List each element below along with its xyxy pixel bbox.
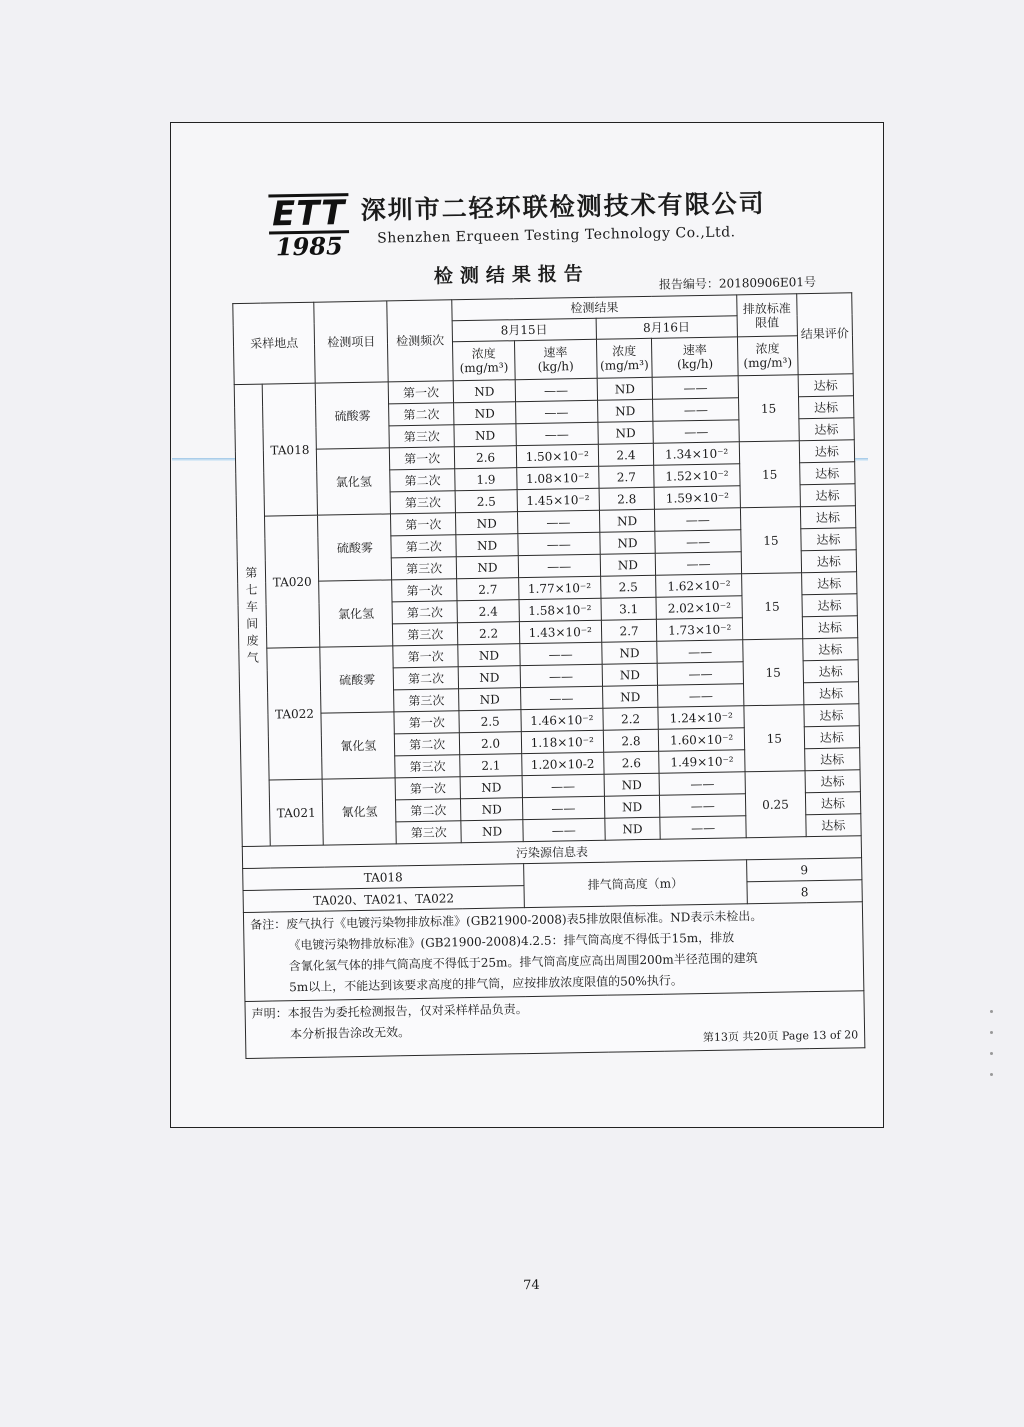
rate-day2-cell: 2.02×10⁻² — [656, 596, 742, 619]
conc-day1-cell: ND — [454, 402, 516, 425]
test-item: 氰化氢 — [323, 778, 397, 845]
rate-day2-cell: —— — [655, 508, 741, 531]
conc-day2-cell: 2.7 — [601, 619, 657, 642]
rate-day2-cell: —— — [655, 530, 741, 553]
evaluation-cell: 达标 — [798, 396, 854, 419]
rate-day2-cell: —— — [658, 684, 744, 707]
evaluation-cell: 达标 — [801, 572, 857, 595]
rate-day1-cell: —— — [518, 532, 600, 555]
conc-day1-cell: 2.0 — [459, 732, 521, 755]
frequency-cell: 第二次 — [389, 403, 454, 426]
test-item: 硫酸雾 — [316, 382, 390, 449]
header-rate-2: 速率 (kg/h) — [652, 337, 738, 377]
rate-day2-cell: —— — [653, 376, 739, 399]
evaluation-cell: 达标 — [802, 616, 858, 639]
conc-day2-cell: 2.7 — [598, 465, 654, 488]
evaluation-cell: 达标 — [806, 814, 862, 837]
limit-cell: 15 — [743, 639, 804, 706]
rate-day1-cell: 1.77×10⁻² — [519, 576, 601, 599]
statement — [245, 991, 865, 1059]
evaluation-cell: 达标 — [799, 418, 855, 441]
rate-day1-cell: —— — [522, 796, 604, 819]
evaluation-cell: 达标 — [804, 726, 860, 749]
frequency-cell: 第二次 — [392, 601, 457, 624]
rate-day1-cell: —— — [520, 664, 602, 687]
limit-cell: 15 — [739, 441, 800, 508]
company-name-en: Shenzhen Erqueen Testing Technology Co.,Ltd. — [377, 224, 736, 247]
header-date-2: 8月16日 — [596, 316, 738, 339]
rate-day1-cell: —— — [518, 554, 600, 577]
report-page — [200, 164, 866, 1294]
conc-day1-cell: 2.4 — [457, 600, 519, 623]
conc-day2-cell: ND — [604, 817, 660, 840]
rate-day2-cell: 1.73×10⁻² — [657, 618, 743, 641]
conc-day2-cell: ND — [599, 509, 655, 532]
rate-day1-cell: —— — [522, 774, 604, 797]
rate-day1-cell: —— — [517, 510, 599, 533]
test-item: 氯化氢 — [317, 448, 391, 515]
conc-day2-cell: ND — [602, 685, 658, 708]
conc-day2-cell: ND — [597, 377, 653, 400]
conc-day2-cell: ND — [597, 399, 653, 422]
conc-day1-cell: ND — [453, 380, 515, 403]
evaluation-cell: 达标 — [804, 704, 860, 727]
rate-day2-cell: —— — [659, 772, 745, 795]
statement-line-1: 声明：本报告为委托检测报告，仅对采样样品负责。 — [251, 1002, 528, 1021]
rate-day2-cell: —— — [657, 640, 743, 663]
conc-day2-cell: 2.2 — [602, 707, 658, 730]
conc-day2-cell: 2.4 — [598, 443, 654, 466]
report-number: 报告编号：20180906E01号 — [658, 274, 817, 292]
rate-day2-cell: 1.49×10⁻² — [659, 750, 745, 773]
results-table — [232, 292, 865, 1059]
rate-day2-cell: 1.60×10⁻² — [659, 728, 745, 751]
conc-day2-cell: 2.8 — [599, 487, 655, 510]
conc-day2-cell: 2.5 — [600, 575, 656, 598]
rate-day2-cell: 1.34×10⁻² — [654, 442, 740, 465]
header-location: 采样地点 — [233, 302, 316, 384]
limit-cell: 15 — [744, 705, 805, 772]
page-number: 74 — [523, 1277, 540, 1294]
rate-day1-cell: 1.43×10⁻² — [519, 620, 601, 643]
rate-day1-cell: 1.08×10⁻² — [517, 466, 599, 489]
header-results: 检测结果 — [452, 295, 737, 321]
company-logo — [268, 193, 349, 260]
rate-day1-cell: 1.58×10⁻² — [519, 598, 601, 621]
evaluation-cell: 达标 — [805, 792, 861, 815]
frequency-cell: 第一次 — [391, 513, 456, 536]
evaluation-cell: 达标 — [799, 462, 855, 485]
rate-day1-cell: 1.20×10-2 — [522, 752, 604, 775]
company-name-cn: 深圳市二轻环联检测技术有限公司 — [360, 188, 766, 225]
sampling-point: TA018 — [262, 383, 318, 516]
rate-day1-cell: —— — [515, 378, 597, 401]
rate-day1-cell: 1.50×10⁻² — [516, 444, 598, 467]
rate-day2-cell: —— — [660, 816, 746, 839]
conc-day1-cell: ND — [458, 644, 520, 667]
header-item: 检测项目 — [314, 301, 388, 383]
remark-line-3: 含氰化氢气体的排气筒高度不得低于25m。排气筒高度应高出周围200m半径范围的建筑 — [288, 951, 758, 974]
sampling-point: TA020 — [264, 515, 320, 648]
frequency-cell: 第三次 — [389, 425, 454, 448]
frequency-cell: 第二次 — [395, 733, 460, 756]
header-conc-1: 浓度 (mg/m³) — [453, 341, 515, 381]
frequency-cell: 第三次 — [395, 755, 460, 778]
header-limit-conc: 浓度(mg/m³) — [737, 336, 797, 376]
evaluation-cell: 达标 — [801, 550, 857, 573]
rate-day2-cell: —— — [660, 794, 746, 817]
evaluation-cell: 达标 — [800, 484, 856, 507]
frequency-cell: 第一次 — [394, 711, 459, 734]
evaluation-cell: 达标 — [798, 374, 854, 397]
conc-day1-cell: 2.1 — [460, 754, 522, 777]
stack-height-label: 排气筒高度（m） — [524, 860, 748, 908]
test-item: 氰化氢 — [321, 712, 395, 779]
page-indicator: 第13页 共20页 Page 13 of 20 — [702, 1028, 859, 1045]
frequency-cell: 第一次 — [388, 381, 453, 404]
evaluation-cell: 达标 — [802, 594, 858, 617]
frequency-cell: 第二次 — [396, 799, 461, 822]
evaluation-cell: 达标 — [800, 506, 856, 529]
conc-day2-cell: ND — [601, 641, 657, 664]
frequency-cell: 第一次 — [393, 645, 458, 668]
stack-height-2: 8 — [747, 880, 862, 904]
rate-day1-cell: —— — [523, 818, 605, 841]
conc-day1-cell: ND — [458, 666, 520, 689]
evaluation-cell: 达标 — [805, 770, 861, 793]
rate-day2-cell: —— — [653, 398, 739, 421]
remark-line-2: 《电镀污染物排放标准》(GB21900-2008)4.2.5：排气筒高度不得低于15m，排放 — [288, 930, 735, 953]
conc-day1-cell: 2.7 — [457, 578, 519, 601]
rate-day2-cell: —— — [656, 552, 742, 575]
conc-day1-cell: ND — [461, 798, 523, 821]
margin-marks — [990, 1010, 1008, 1094]
limit-cell: 15 — [740, 507, 801, 574]
header-date-1: 8月15日 — [452, 318, 596, 341]
rate-day2-cell: 1.52×10⁻² — [654, 464, 740, 487]
rate-day2-cell: 1.24×10⁻² — [658, 706, 744, 729]
frequency-cell: 第三次 — [390, 491, 455, 514]
conc-day2-cell: 3.1 — [601, 597, 657, 620]
evaluation-cell: 达标 — [804, 748, 860, 771]
conc-day1-cell: 1.9 — [455, 468, 517, 491]
source-point-2: TA020、TA021、TA022 — [243, 886, 524, 913]
limit-cell: 15 — [738, 375, 799, 442]
frequency-cell: 第一次 — [390, 447, 455, 470]
sampling-point: TA021 — [269, 779, 324, 846]
rate-day1-cell: 1.45×10⁻² — [517, 488, 599, 511]
rate-day1-cell: —— — [520, 686, 602, 709]
header-freq: 检测频次 — [387, 300, 453, 382]
header-conc-2: 浓度 (mg/m³) — [596, 338, 653, 378]
frequency-cell: 第二次 — [391, 535, 456, 558]
conc-day1-cell: ND — [456, 556, 518, 579]
test-item: 硫酸雾 — [318, 514, 392, 581]
evaluation-cell: 达标 — [802, 638, 858, 661]
report-title: 检测结果报告 — [433, 262, 591, 288]
rate-day1-cell: 1.46×10⁻² — [521, 708, 603, 731]
conc-day1-cell: 2.5 — [459, 710, 521, 733]
logo-year: 1985 — [275, 231, 343, 262]
conc-day2-cell: 2.8 — [603, 729, 659, 752]
limit-cell: 0.25 — [745, 771, 806, 838]
source-info-title: 污染源信息表 — [242, 836, 861, 869]
frequency-cell: 第三次 — [393, 623, 458, 646]
rate-day1-cell: 1.18×10⁻² — [521, 730, 603, 753]
conc-day2-cell: ND — [602, 663, 658, 686]
remark-line-4: 5m以上，不能达到该要求高度的排气筒，应按排放浓度限值的50%执行。 — [289, 973, 683, 995]
rate-day2-cell: —— — [653, 420, 739, 443]
frequency-cell: 第三次 — [391, 557, 456, 580]
conc-day1-cell: 2.5 — [455, 490, 517, 513]
conc-day2-cell: 2.6 — [603, 751, 659, 774]
conc-day2-cell: ND — [597, 421, 653, 444]
conc-day2-cell: ND — [600, 553, 656, 576]
conc-day1-cell: ND — [460, 776, 522, 799]
conc-day1-cell: ND — [456, 534, 518, 557]
header-rate-1: 速率 (kg/h) — [514, 339, 596, 379]
remark-line-1: 备注：废气执行《电镀污染物排放标准》(GB21900-2008)表5排放限值标准。ND表示未检出。 — [250, 908, 763, 932]
statement-line-2: 本分析报告涂改无效。 第13页 共20页 Page 13 of 20 — [252, 1014, 858, 1046]
conc-day1-cell: ND — [454, 424, 516, 447]
conc-day1-cell: ND — [461, 820, 523, 843]
test-item: 硫酸雾 — [320, 646, 394, 713]
workshop-label: 第七车间废气 — [245, 565, 259, 665]
conc-day1-cell: 2.6 — [454, 446, 516, 469]
header-limit: 排放标准限值 — [737, 294, 798, 337]
header-eval: 结果评价 — [796, 293, 853, 375]
rate-day1-cell: —— — [515, 400, 597, 423]
frequency-cell: 第二次 — [393, 667, 458, 690]
frequency-cell: 第二次 — [390, 469, 455, 492]
rate-day1-cell: —— — [520, 642, 602, 665]
evaluation-cell: 达标 — [801, 528, 857, 551]
logo-text: ETT — [268, 193, 349, 234]
conc-day2-cell: ND — [604, 795, 660, 818]
remarks — [243, 902, 863, 1002]
sampling-point: TA022 — [267, 647, 323, 780]
report-header — [200, 164, 852, 295]
evaluation-cell: 达标 — [799, 440, 855, 463]
conc-day1-cell: ND — [456, 512, 518, 535]
test-item: 氯化氢 — [319, 580, 393, 647]
conc-day1-cell: 2.2 — [458, 622, 520, 645]
limit-cell: 15 — [742, 573, 803, 640]
frequency-cell: 第一次 — [392, 579, 457, 602]
conc-day2-cell: ND — [599, 531, 655, 554]
source-point-1: TA018 — [243, 864, 524, 891]
stack-height-1: 9 — [747, 858, 862, 882]
frequency-cell: 第一次 — [395, 777, 460, 800]
rate-day2-cell: —— — [658, 662, 744, 685]
rate-day1-cell: —— — [516, 422, 598, 445]
rate-day2-cell: 1.59×10⁻² — [654, 486, 740, 509]
evaluation-cell: 达标 — [803, 682, 859, 705]
frequency-cell: 第三次 — [394, 689, 459, 712]
evaluation-cell: 达标 — [803, 660, 859, 683]
conc-day1-cell: ND — [459, 688, 521, 711]
rate-day2-cell: 1.62×10⁻² — [656, 574, 742, 597]
frequency-cell: 第三次 — [396, 821, 461, 844]
conc-day2-cell: ND — [604, 773, 660, 796]
